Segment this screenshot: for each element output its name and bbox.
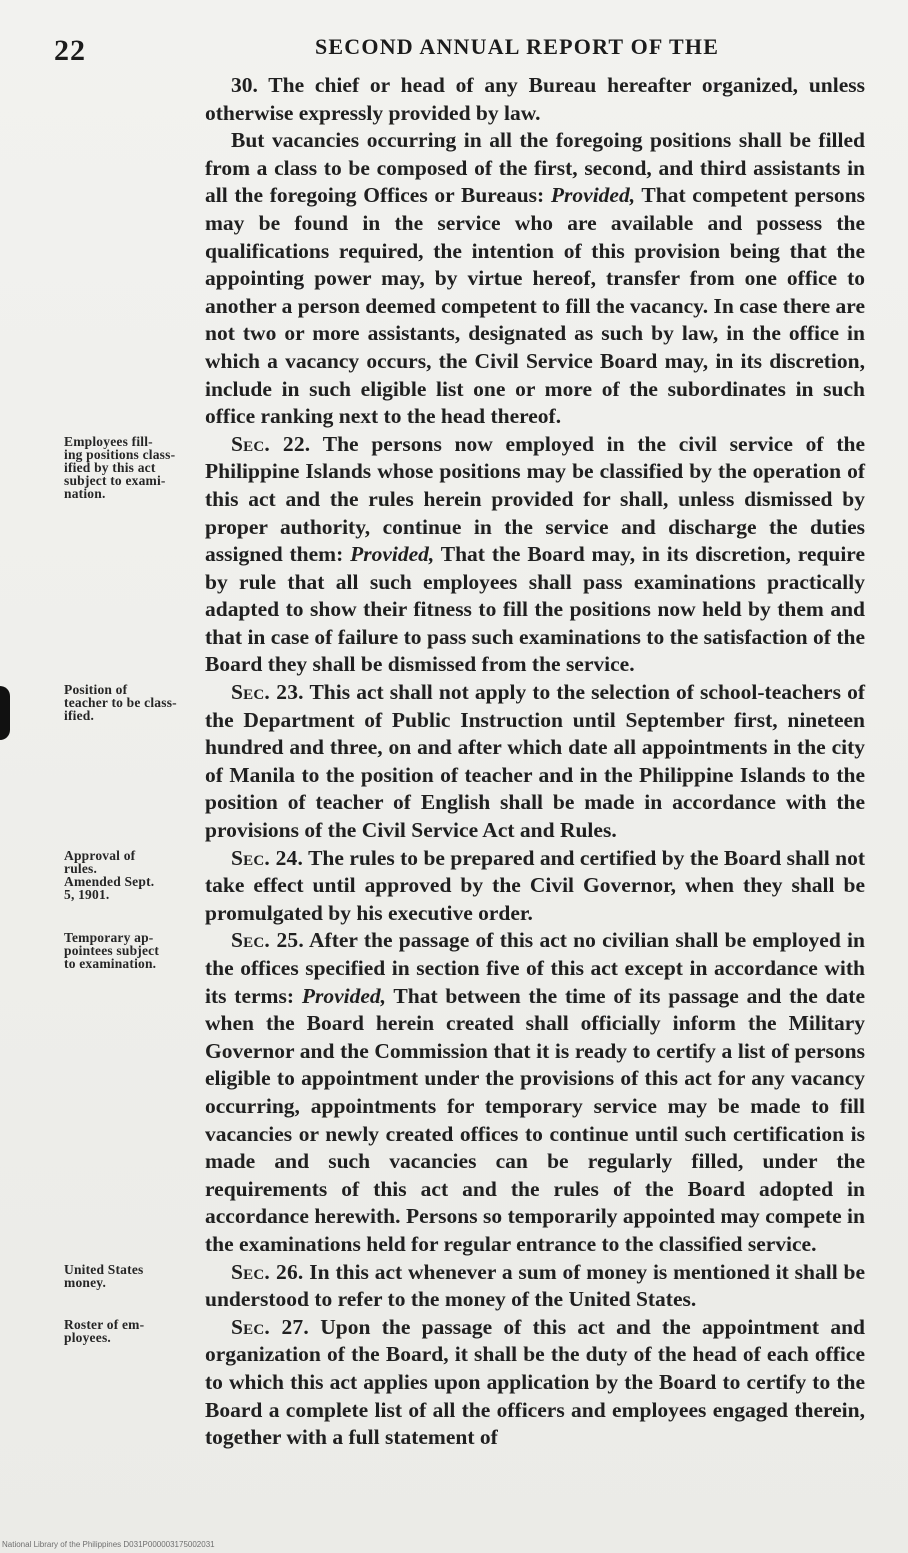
- section-23-margin-note: [64, 683, 206, 722]
- section-22-text: [205, 431, 865, 679]
- section-25-provided: Provided,: [301, 983, 386, 1008]
- running-head: SECOND ANNUAL REPORT OF THE: [315, 34, 720, 59]
- section-25-text-after: That between the time of its passage and the date when the Board herein created shall officially inform the Military Governor and the Commission that it is ready to certify a list of persons eligible to appointment under the provisions of this act for any vacancy occurring, appointments for temporary service may be made to fill vacancies or newly created offices to continue until such certification is made and such vacancies can be regularly filled, under the requirements of this act and the rules of the Board adopted in accordance herewith. Persons so temporarily appointed may compete in the examinations held for regular entrance to the classified service.: [205, 983, 866, 1256]
- section-24-text: [205, 845, 865, 928]
- section-22-text-before: The persons now employed in the civil service of the Philippine Islands whose positions may be classified by the operation of this act and the rules herein provided for shall, unless dismissed by proper authority, continue in the service and discharge the duties assigned them:: [205, 431, 865, 567]
- section-24-block: [0, 845, 908, 928]
- margin-line: 5, 1901.: [64, 886, 110, 902]
- margin-line: Roster of em-: [64, 1316, 145, 1332]
- section-25-text-before: After the passage of this act no civilian shall be employed in the offices specified in section five of this act except in accordance with its terms:: [205, 928, 865, 1008]
- section-25-text: [205, 927, 865, 1258]
- section-27-paragraph: [205, 1314, 865, 1452]
- margin-line: United States: [64, 1261, 144, 1277]
- vacancies-text-after: That competent persons may be found in the service who are available and possess the qualifications required, the intention of this provision being that the appointing power may, by virtue hereof, transfer from one office to another a person deemed competent to fill the vacancy. In case there are not two or more assistants, designated as such by law, in the office in which a vacancy occurs, the Civil Service Board may, in its discretion, include in such eligible list one or more of the subordinates in such office ranking next to the head thereof.: [205, 183, 865, 429]
- section-30-text: [205, 72, 865, 127]
- margin-line: pointees subject: [64, 943, 160, 959]
- margin-line: Approval of: [64, 847, 136, 863]
- section-23-text: [205, 679, 865, 845]
- margin-line: ified.: [64, 708, 95, 724]
- margin-line: rules.: [64, 860, 98, 876]
- section-26-body: In this act whenever a sum of money is mentioned it shall be understood to refer to the money of the United States.: [205, 1259, 865, 1312]
- section-27-text: [205, 1314, 865, 1452]
- margin-line: Temporary ap-: [64, 930, 154, 946]
- margin-line: ployees.: [64, 1329, 111, 1345]
- margin-line: Employees fill-: [64, 433, 153, 449]
- section-25-paragraph: [205, 927, 865, 1258]
- page-number: 22: [54, 34, 86, 67]
- vacancies-paragraph: [205, 127, 865, 431]
- margin-line: nation.: [64, 485, 106, 501]
- section-23-paragraph: [205, 679, 865, 845]
- section-23-body: This act shall not apply to the selection of school-teachers of the Department of Public Instruction until September first, nineteen hundred and three, on and after which date all appointments in the city of Manila to the position of teacher and in the Philippine Islands to the position of teacher of English shall be made in accordance with the provisions of the Civil Service Act and Rules.: [205, 680, 865, 843]
- section-24-margin-note: [64, 849, 206, 901]
- section-22-text-after: That the Board may, in its discretion, require by rule that all such employees shall pass examinations practically adapted to show their fitness to fill the positions now held by them and that in case of failure to pass such examinations to the satisfaction of the Board they shall be dismissed from the service.: [205, 542, 865, 677]
- section-26-label: Sec. 26.: [231, 1259, 304, 1284]
- section-22-provided: Provided,: [350, 542, 435, 567]
- margin-line: subject to exami-: [64, 472, 166, 488]
- section-24-paragraph: [205, 845, 865, 928]
- section-26-margin-note: [64, 1263, 206, 1289]
- vacancies-text-before: But vacancies occurring in all the foregoing positions shall be filled from a class to be composed of the first, second, and third assistants in all the foregoing Offices or Bureaus:: [205, 128, 865, 208]
- section-25-block: [0, 927, 908, 1258]
- margin-line: Position of: [64, 682, 128, 698]
- vacancies-block: [0, 127, 908, 431]
- section-30-block: [0, 72, 908, 127]
- section-23-label: Sec. 23.: [231, 680, 304, 705]
- vacancies-provided: Provided,: [550, 183, 636, 208]
- section-27-label: Sec. 27.: [231, 1314, 309, 1339]
- margin-line: to examination.: [64, 956, 157, 972]
- section-22-block: [0, 431, 908, 679]
- section-26-text: [205, 1259, 865, 1314]
- vacancies-text: [205, 127, 865, 431]
- section-24-body: The rules to be prepared and certified by the Board shall not take effect until approved by the Civil Governor, when they shall be promulgated by his executive order.: [205, 845, 865, 925]
- section-30-paragraph: 30. The chief or head of any Bureau hereafter organized, unless otherwise expressly provided by law.: [205, 73, 865, 125]
- section-26-paragraph: [205, 1259, 865, 1314]
- margin-line: ing positions class-: [64, 446, 176, 462]
- section-27-body: Upon the passage of this act and the appointment and organization of the Board, it shall be the duty of the head of each office to which this act applies upon application by the Board to certify to the Board a complete list of all the officers and employees engaged therein, together with a full statement of: [205, 1314, 865, 1450]
- section-22-margin-note: [64, 435, 206, 500]
- section-27-block: [0, 1314, 908, 1452]
- library-footer: National Library of the Philippines D031P000003175002031: [2, 1540, 215, 1549]
- section-23-block: [0, 679, 908, 845]
- margin-line: Amended Sept.: [64, 873, 155, 889]
- section-22-label: Sec. 22.: [231, 431, 311, 456]
- document-content: [0, 72, 908, 1452]
- margin-line: money.: [64, 1274, 107, 1290]
- section-24-label: Sec. 24.: [231, 845, 304, 870]
- section-22-paragraph: [205, 431, 865, 679]
- section-25-label: Sec. 25.: [231, 928, 304, 953]
- margin-line: ified by this act: [64, 459, 156, 475]
- section-26-block: [0, 1259, 908, 1314]
- section-25-margin-note: [64, 931, 206, 970]
- section-27-margin-note: [64, 1318, 206, 1344]
- margin-line: teacher to be class-: [64, 695, 177, 711]
